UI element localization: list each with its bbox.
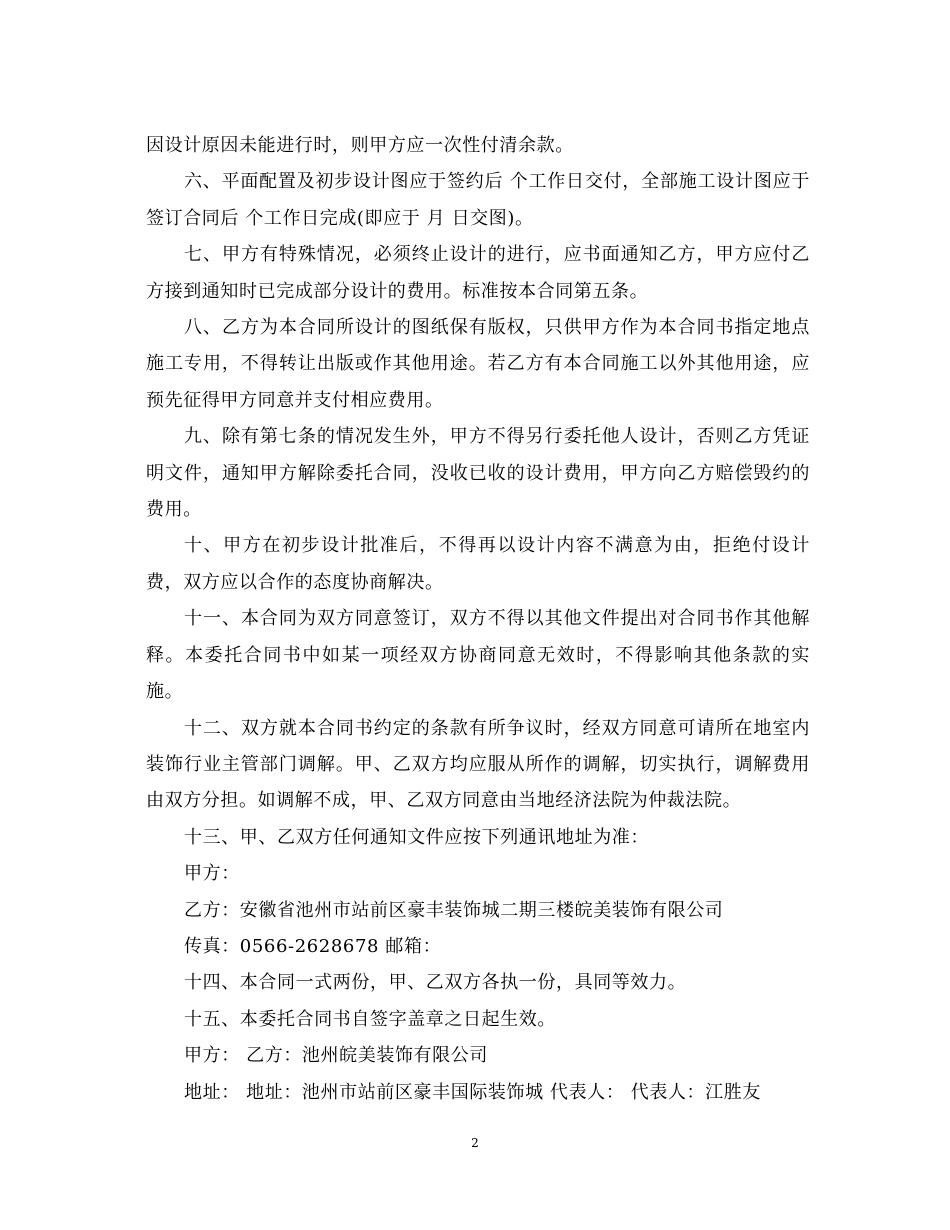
paragraph-1: 因设计原因未能进行时，则甲方应一次性付清余款。 xyxy=(146,135,574,156)
document-body xyxy=(146,128,810,1111)
party-b-address-line: 乙方：安徽省池州市站前区豪丰装饰城二期三楼皖美装饰有限公司 xyxy=(184,899,724,921)
paragraph-clause-10: 十、甲方在初步设计批准后，不得再以设计内容不满意为由，拒绝付设计费，双方应以合作的态度协商解决。 xyxy=(146,535,810,593)
paragraph-clause-13: 十三、甲、乙双方任何通知文件应按下列通讯地址为准： xyxy=(184,826,649,848)
paragraph-clause-6: 六、平面配置及初步设计图应于签约后 个工作日交付，全部施工设计图应于签订合同后 个工作日完成(即应于 月 日交图)。 xyxy=(146,171,810,229)
paragraph-clause-15: 十五、本委托合同书自签字盖章之日起生效。 xyxy=(184,1008,556,1030)
signature-parties-line: 甲方： 乙方：池州皖美装饰有限公司 xyxy=(184,1045,488,1067)
paragraph-clause-7: 七、甲方有特殊情况，必须终止设计的进行，应书面通知乙方，甲方应付乙方接到通知时已完成部分设计的费用。标准按本合同第五条。 xyxy=(146,244,810,302)
paragraph-clause-14: 十四、本合同一式两份，甲、乙双方各执一份，具同等效力。 xyxy=(184,972,687,994)
paragraph-clause-9: 九、除有第七条的情况发生外，甲方不得另行委托他人设计，否则乙方凭证明文件，通知甲方解除委托合同，没收已收的设计费用，甲方向乙方赔偿毁约的费用。 xyxy=(146,426,810,521)
paragraph-clause-8: 八、乙方为本合同所设计的图纸保有版权，只供甲方作为本合同书指定地点施工专用，不得转让出版或作其他用途。若乙方有本合同施工以外其他用途，应预先征得甲方同意并支付相应费用。 xyxy=(146,317,810,411)
page-number: 2 xyxy=(471,1136,479,1150)
paragraph-clause-12: 十二、双方就本合同书约定的条款有所争议时，经双方同意可请所在地室内装饰行业主管部门调解。甲、乙双方均应服从所作的调解，切实执行，调解费用由双方分担。如调解不成，甲、乙双方同意由当地经济法院为仲裁法院。 xyxy=(146,717,810,812)
party-a-line: 甲方： xyxy=(184,863,240,885)
paragraph-clause-11: 十一、本合同为双方同意签订，双方不得以其他文件提出对合同书作其他解释。本委托合同书中如某一项经双方协商同意无效时，不得影响其他条款的实施。 xyxy=(146,608,810,703)
fax-email-line: 传真：0566-2628678 邮箱： xyxy=(184,935,442,957)
signature-address-line: 地址： 地址：池州市站前区豪丰国际装饰城 代表人： 代表人：江胜友 xyxy=(184,1081,761,1103)
